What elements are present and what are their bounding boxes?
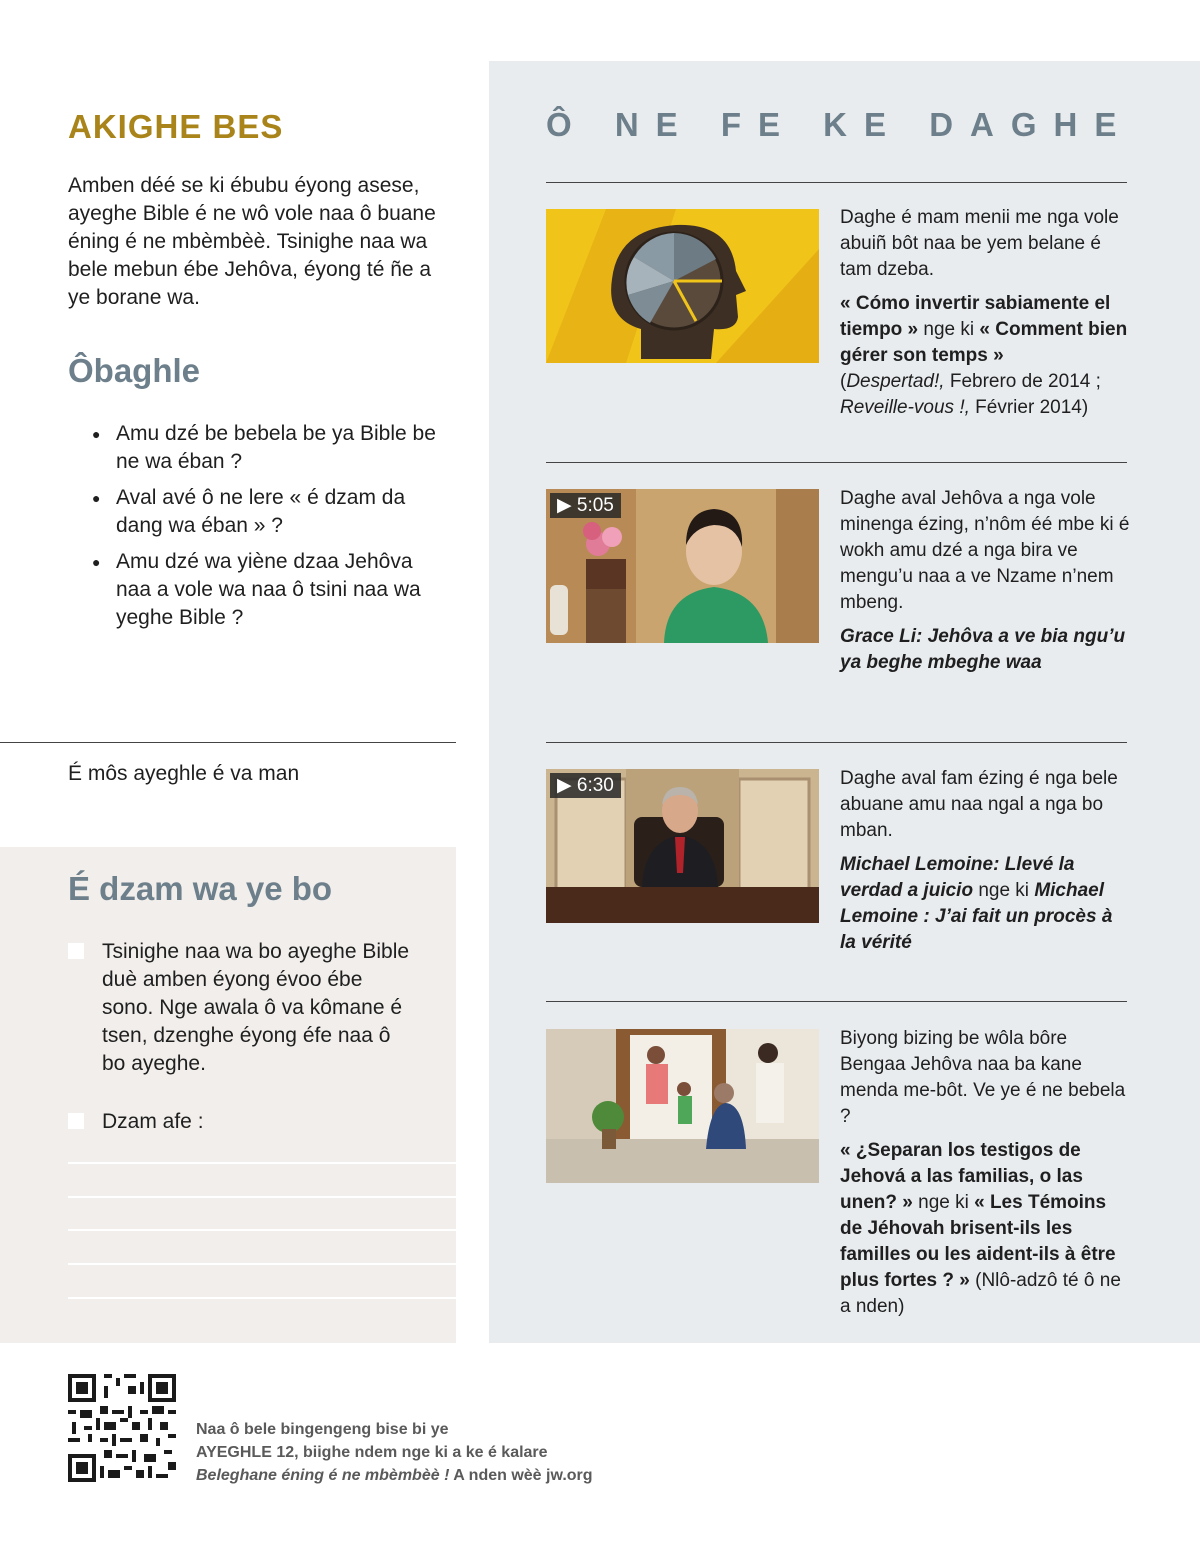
ref-join: nge ki	[973, 880, 1035, 901]
qr-code-icon[interactable]	[68, 1374, 176, 1482]
ref-title-fr[interactable]: « Les Témoins de Jéhovah brisent-ils les familles ou les aident-ils à être plus fortes ? »	[840, 1192, 1116, 1291]
article-thumbnail-time[interactable]	[546, 209, 819, 363]
item-reference[interactable]	[840, 852, 1130, 956]
ref-join: nge ki	[918, 319, 980, 340]
review-heading: Ôbaghle	[68, 352, 201, 389]
ref-title-fr[interactable]: Michael Lemoine : J’ai fait un procès à la vérité	[840, 880, 1113, 953]
summary-text: Amben déé se ki ébubu éyong asese, ayeghe Bible é ne wô vole naa ô buane éning é ne mbèmbèè. Tsinighe naa wa bele mebun ébe Jehôva, éyong té ñe a ye borane wa.	[68, 174, 436, 309]
item-reference[interactable]	[840, 1138, 1130, 1320]
footer-website[interactable]: A nden wèè jw.org	[449, 1467, 593, 1484]
video-thumbnail-michael-lemoine[interactable]	[546, 769, 819, 923]
footer-book-title: Beleghane éning é ne mbèmbèè !	[196, 1467, 450, 1484]
item-description: Daghe aval Jehôva a nga vole minenga ézing, n’nôm éé mbe ki é wokh amu dzé a nga bira ve mengu’u naa a ve Nzame n’nem mbeng.	[840, 488, 1130, 613]
src-date-fr: Février 2014)	[969, 397, 1089, 418]
review-question-list	[92, 420, 442, 640]
src-date-es: Febrero de 2014 ;	[944, 371, 1101, 392]
todo-task-text: Tsinighe naa wa bo ayeghe Bible duè amben éyong évoo ébe sono. Nge awala ô va kômane é tsen, dzenghe éyong éfe naa ô bo ayeghe.	[102, 940, 410, 1075]
ref-title-es[interactable]: « Cómo invertir sabiamente el tiempo »	[840, 293, 1111, 340]
write-line[interactable]	[68, 1297, 456, 1299]
review-question: ● Aval avé ô ne lere « é dzam da dang wa éban » ?	[92, 484, 442, 540]
item-divider	[546, 1001, 1127, 1002]
item-divider	[546, 742, 1127, 743]
src-magazine-fr: Reveille-vous !,	[840, 397, 970, 418]
section-divider	[0, 742, 456, 743]
checkbox-icon[interactable]	[68, 1113, 84, 1129]
review-question: ● Amu dzé be bebela be ya Bible be ne wa éban ?	[92, 420, 442, 476]
item-description: Daghe aval fam ézing é nga bele abuane amu naa ngal a nga bo mban.	[840, 768, 1118, 841]
explore-item-time	[840, 205, 1130, 421]
video-duration-badge: ▶ 5:05	[550, 493, 621, 518]
ref-title-fr[interactable]: « Comment bien gérer son temps »	[840, 319, 1128, 366]
src-magazine-es: Despertad!,	[846, 371, 945, 392]
family-greeting-image	[546, 1029, 819, 1183]
src-open: (	[840, 371, 847, 392]
explore-heading: Ô NE FE KE DAGHE	[546, 106, 1134, 143]
review-question: ● Amu dzé wa yiène dzaa Jehôva naa a vole wa naa ô tsini naa wa yeghe Bible ?	[92, 548, 442, 632]
article-thumbnail-families[interactable]	[546, 1029, 819, 1183]
lesson-completed-label: É môs ayeghle é va man	[68, 762, 300, 785]
write-line[interactable]	[68, 1162, 456, 1164]
video-duration-badge: ▶ 6:30	[550, 773, 621, 798]
video-title[interactable]: Grace Li: Jehôva a ve bia ngu’u ya beghe mbeghe waa	[840, 626, 1126, 673]
footer-line-1: Naa ô bele bingengeng bise bi ye	[196, 1421, 449, 1438]
item-divider	[546, 462, 1127, 463]
item-divider	[546, 182, 1127, 183]
footer-note	[196, 1418, 593, 1487]
explore-item-grace-li	[840, 486, 1130, 676]
clock-head-image	[546, 209, 819, 363]
explore-item-michael-lemoine	[840, 766, 1130, 956]
ref-title-es[interactable]: Michael Lemoine: Llevé la verdad a juicio	[840, 854, 1075, 901]
explore-item-families	[840, 1026, 1130, 1320]
write-line[interactable]	[68, 1229, 456, 1231]
video-thumbnail-grace-li[interactable]	[546, 489, 819, 643]
todo-task-text: Dzam afe :	[102, 1110, 204, 1133]
summary-heading: AKIGHE BES	[68, 108, 284, 145]
footer-line-2: AYEGHLE 12, biighe ndem nge ki a ke é kalare	[196, 1444, 548, 1461]
item-description: Daghe é mam menii me nga vole abuiñ bôt naa be yem belane é tam dzeba.	[840, 207, 1119, 280]
ref-join: nge ki	[912, 1192, 975, 1213]
todo-task-other[interactable]	[68, 1108, 418, 1136]
item-reference[interactable]	[840, 291, 1130, 421]
todo-task-study[interactable]	[68, 938, 418, 1078]
write-line[interactable]	[68, 1263, 456, 1265]
checkbox-icon[interactable]	[68, 943, 84, 959]
todo-heading: É dzam wa ye bo	[68, 870, 333, 907]
ref-title-es[interactable]: « ¿Separan los testigos de Jehová a las familias, o las unen? »	[840, 1140, 1083, 1213]
write-line[interactable]	[68, 1196, 456, 1198]
item-description: Biyong bizing be wôla bôre Bengaa Jehôva naa ba kane menda me-bôt. Ve ye é ne bebela ?	[840, 1028, 1126, 1127]
ref-source: (Nlô-adzô té ô ne a nden)	[840, 1270, 1121, 1317]
todo-panel	[0, 847, 456, 1343]
